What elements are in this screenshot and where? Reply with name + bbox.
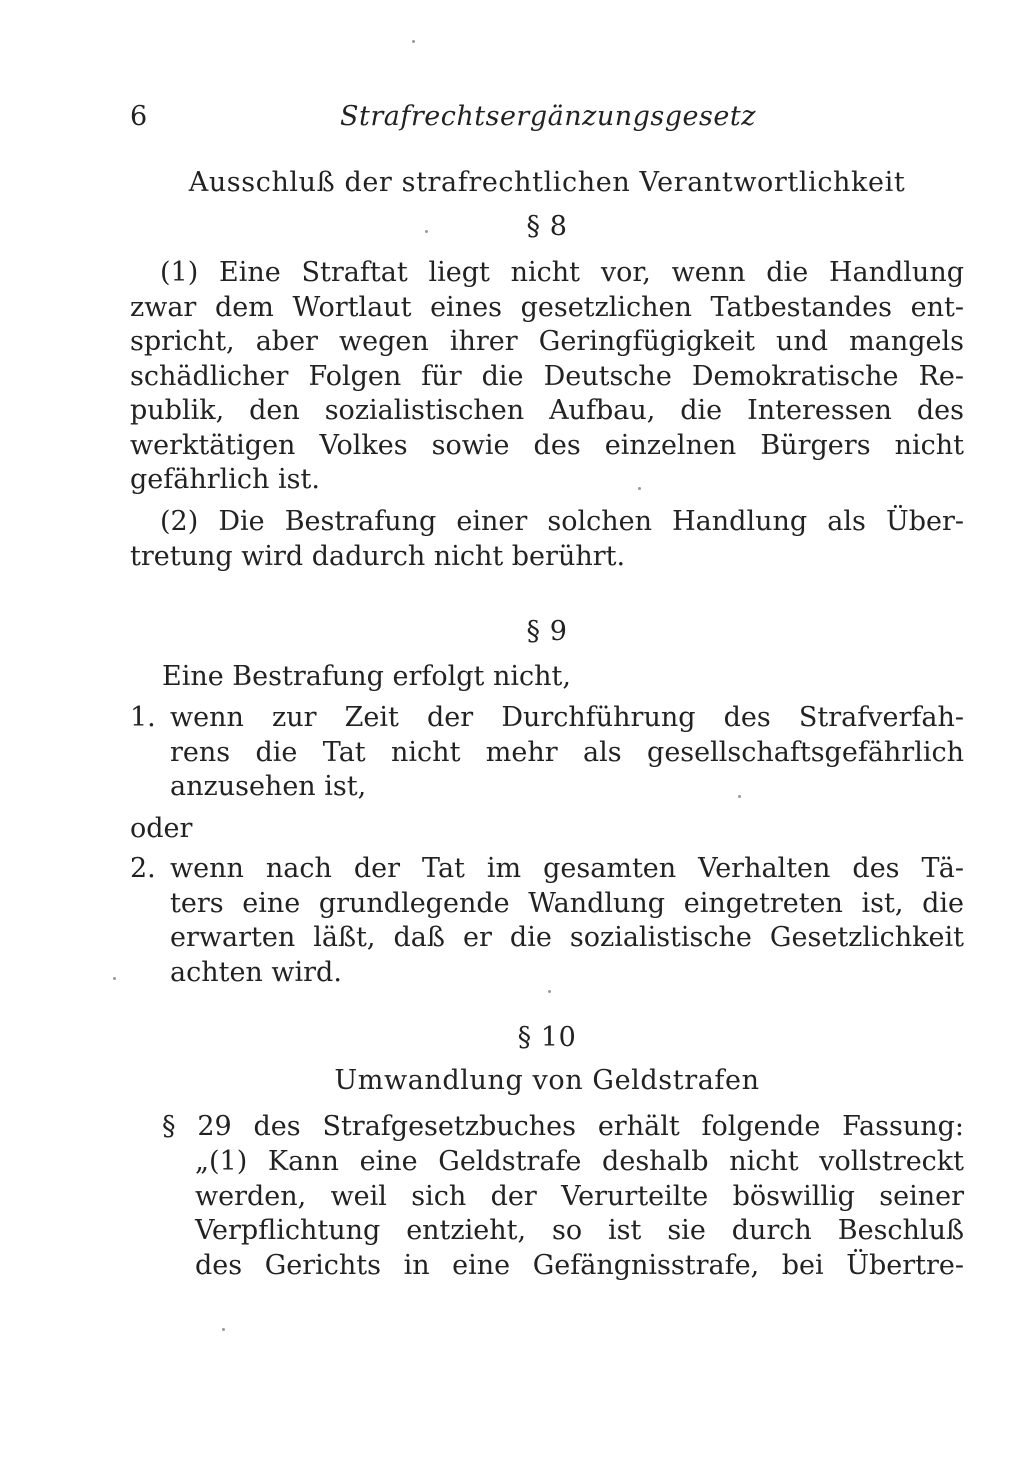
text-line: spricht, aber wegen ihrer Geringfügigkeit und mangels [130, 326, 964, 357]
section-8-heading: Ausschluß der strafrechtlichen Verantwortlichkeit [188, 167, 906, 198]
section-10-intro: § 29 des Strafgesetzbuches erhält folgende Fassung: [162, 1111, 964, 1142]
section-10-symbol: § 10 [517, 1022, 577, 1053]
text-line: wenn nach der Tat im gesamten Verhalten des Tä- [170, 853, 964, 884]
text-line: (2) Die Bestrafung einer solchen Handlung als Über- [160, 506, 964, 537]
text-line: erwarten läßt, daß er die sozialistische Gesetzlichkeit [170, 922, 964, 953]
paper-speck [738, 795, 741, 798]
section-10-heading: Umwandlung von Geldstrafen [334, 1065, 760, 1096]
section-8-symbol: § 8 [526, 211, 568, 242]
section-10-intro-block [162, 1110, 964, 1145]
connector-oder: oder [130, 813, 193, 844]
section-10-quote [195, 1145, 964, 1283]
text-line: anzusehen ist, [170, 771, 367, 802]
paper-speck [412, 40, 415, 43]
text-line: ters eine grundlegende Wandlung eingetreten ist, die [170, 887, 964, 919]
text-line: gefährlich ist. [130, 464, 320, 495]
paper-speck [425, 230, 428, 233]
section-8-paragraph-1 [130, 256, 964, 498]
section-9-symbol: § 9 [526, 616, 568, 647]
text-line: des Gerichts in eine Gefängnisstrafe, bei Übertre- [195, 1249, 964, 1281]
text-line: publik, den sozialistischen Aufbau, die Interessen des [130, 395, 964, 426]
text-line: achten wird. [170, 956, 342, 988]
section-9-item-2 [170, 852, 964, 990]
text-line: wenn zur Zeit der Durchführung des Strafverfah- [170, 702, 964, 733]
paper-speck [113, 977, 116, 980]
paper-speck [638, 487, 641, 490]
text-line: Verpflichtung entzieht, so ist sie durch Beschluß [195, 1215, 964, 1246]
text-line: werden, weil sich der Verurteilte böswillig seiner [195, 1180, 964, 1212]
text-line: werktätigen Volkes sowie des einzelnen Bürgers nicht [130, 429, 964, 461]
text-line: schädlicher Folgen für die Deutsche Demokratische Re- [130, 360, 964, 392]
paper-speck [222, 1328, 225, 1331]
section-8-paragraph-2 [130, 505, 964, 574]
text-line: „(1) Kann eine Geldstrafe deshalb nicht vollstreckt [195, 1146, 964, 1177]
text-line: zwar dem Wortlaut eines gesetzlichen Tatbestandes ent- [130, 291, 964, 323]
paper-speck [548, 990, 551, 993]
text-line: tretung wird dadurch nicht berührt. [130, 540, 626, 572]
item-1-number: 1. [130, 702, 156, 733]
section-9-intro: Eine Bestrafung erfolgt nicht, [162, 661, 571, 692]
running-title: Strafrechtsergänzungsgesetz [340, 101, 756, 132]
item-2-number: 2. [130, 853, 156, 884]
section-9-item-1 [170, 701, 964, 805]
page-number: 6 [130, 101, 148, 132]
text-line: rens die Tat nicht mehr als gesellschaftsgefährlich [170, 736, 964, 768]
text-line: (1) Eine Straftat liegt nicht vor, wenn die Handlung [160, 257, 964, 288]
